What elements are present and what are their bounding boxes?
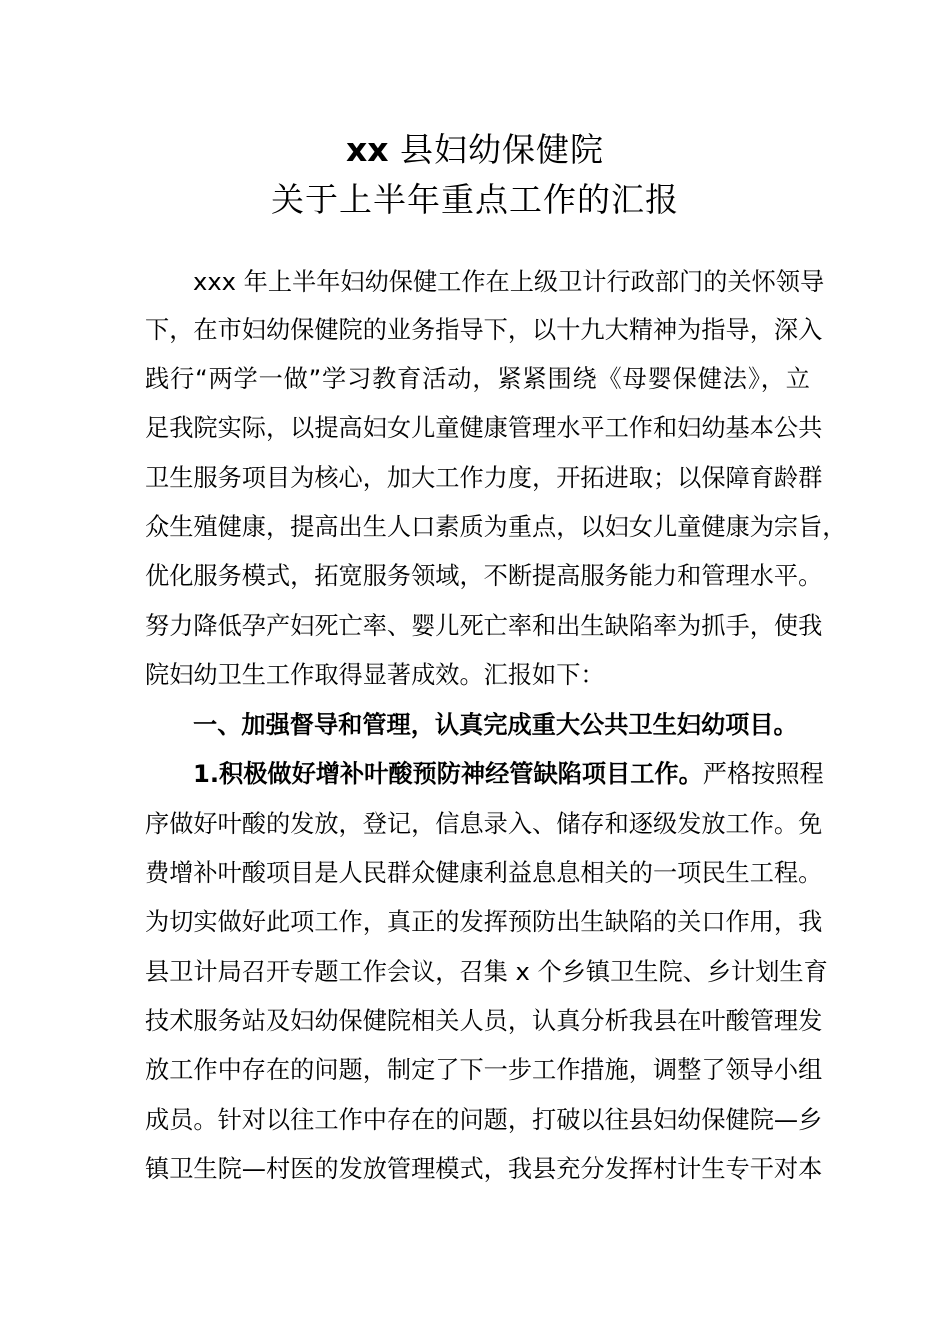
item-line: 镇卫生院—村医的发放管理模式，我县充分发挥村计生专干对本 xyxy=(145,1155,823,1183)
item-line: 为切实做好此项工作，真正的发挥预防出生缺陷的关口作用，我 xyxy=(145,908,823,936)
item-first-line xyxy=(193,756,824,792)
document-title-line-2: 关于上半年重点工作的汇报 xyxy=(271,180,679,219)
intro-line: 践行“两学一做”学习教育活动，紧紧围绕《母婴保健法》，立 xyxy=(145,365,810,393)
intro-line: 优化服务模式，拓宽服务领域，不断提高服务能力和管理水平。 xyxy=(145,562,823,590)
intro-line: 众生殖健康，提高出生人口素质为重点，以妇女儿童健康为宗旨， xyxy=(145,513,847,541)
title-main: 县妇幼保健院 xyxy=(388,130,605,169)
item-line: 技术服务站及妇幼保健院相关人员，认真分析我县在叶酸管理发 xyxy=(145,1007,823,1035)
title-prefix: xx xyxy=(345,130,389,169)
item-line: 序做好叶酸的发放，登记，信息录入、储存和逐级发放工作。免 xyxy=(145,810,823,838)
intro-line: 卫生服务项目为核心，加大工作力度，开拓进取；以保障育龄群 xyxy=(145,464,823,492)
intro-line: 努力降低孕产妇死亡率、婴儿死亡率和出生缺陷率为抓手，使我 xyxy=(145,612,823,640)
item-line: 放工作中存在的问题，制定了下一步工作措施，调整了领导小组 xyxy=(145,1056,823,1084)
item-heading: 1.积极做好增补叶酸预防神经管缺陷项目工作。 xyxy=(193,760,703,788)
document-title-line-1 xyxy=(0,126,950,174)
item-line: 费增补叶酸项目是人民群众健康利益息息相关的一项民生工程。 xyxy=(145,859,823,887)
item-text: 严格按照程 xyxy=(702,760,824,788)
item-line: 成员。针对以往工作中存在的问题，打破以往县妇幼保健院—乡 xyxy=(145,1106,823,1134)
intro-line: 下，在市妇幼保健院的业务指导下，以十九大精神为指导，深入 xyxy=(145,316,823,344)
intro-line: 足我院实际，以提高妇女儿童健康管理水平工作和妇幼基本公共 xyxy=(145,414,823,442)
item-line: 县卫计局召开专题工作会议，召集 x 个乡镇卫生院、乡计划生育 xyxy=(145,958,828,986)
intro-line: 院妇幼卫生工作取得显著成效。汇报如下： xyxy=(145,661,605,689)
intro-line: xxx 年上半年妇幼保健工作在上级卫计行政部门的关怀领导 xyxy=(193,268,825,296)
section-heading: 一、加强督导和管理，认真完成重大公共卫生妇幼项目。 xyxy=(193,711,798,739)
